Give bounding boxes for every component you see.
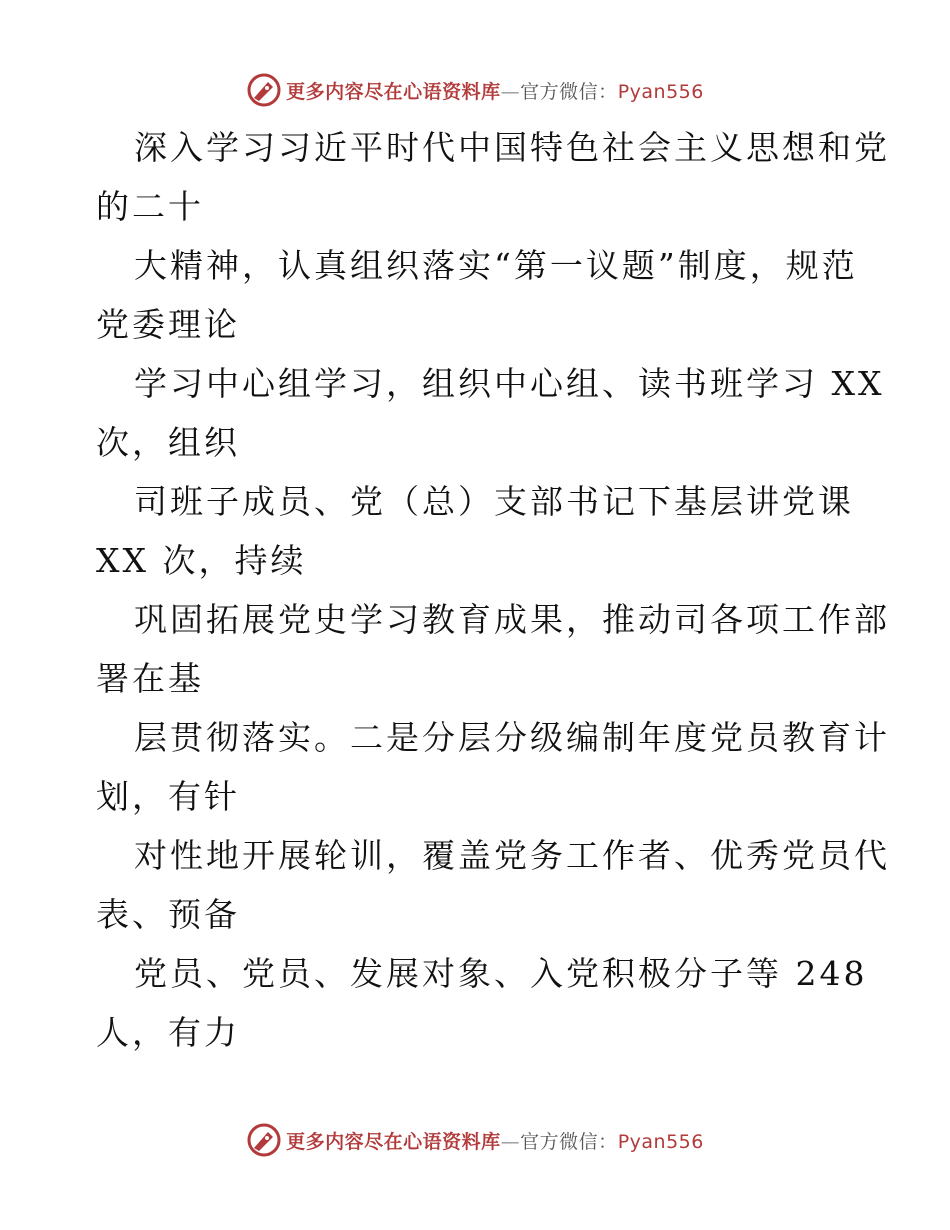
document-body <box>96 118 890 1062</box>
footer-watermark <box>0 1120 950 1160</box>
body-line: 党委理论 <box>96 305 240 344</box>
header-watermark <box>0 70 950 110</box>
watermark-wechat-id: Pyan556 <box>617 80 704 103</box>
watermark-site: 更多内容尽在心语资料库 <box>286 1130 501 1153</box>
pen-nib-logo-icon <box>246 72 282 108</box>
watermark-dash: — <box>500 80 521 103</box>
body-line: 划，有针 <box>96 777 240 816</box>
body-line: 司班子成员、党（总）支部书记下基层讲党课 <box>134 482 854 521</box>
body-line: 署在基 <box>96 659 204 698</box>
body-line: 对性地开展轮训，覆盖党务工作者、优秀党员代 <box>134 836 890 875</box>
body-line: 深入学习习近平时代中国特色社会主义思想和党 <box>134 128 890 167</box>
watermark-text <box>286 1127 704 1154</box>
body-line: 大精神，认真组织落实“第一议题”制度，规范 <box>134 246 858 285</box>
watermark-dash: — <box>500 1130 521 1153</box>
body-line: 巩固拓展党史学习教育成果，推动司各项工作部 <box>134 600 890 639</box>
watermark-text <box>286 77 704 104</box>
watermark-wechat-label: 官方微信： <box>520 1130 618 1153</box>
watermark-wechat-id: Pyan556 <box>617 1130 704 1153</box>
body-line: 人，有力 <box>96 1013 240 1052</box>
body-line: 次，组织 <box>96 423 240 462</box>
watermark-site: 更多内容尽在心语资料库 <box>286 80 501 103</box>
pen-nib-logo-icon <box>246 1122 282 1158</box>
body-line: 学习中心组学习，组织中心组、读书班学习 XX <box>134 364 885 403</box>
body-line: 党员、党员、发展对象、入党积极分子等 248 <box>134 954 868 993</box>
body-line: XX 次，持续 <box>96 541 307 580</box>
body-line: 的二十 <box>96 187 204 226</box>
body-line: 表、预备 <box>96 895 240 934</box>
watermark-wechat-label: 官方微信： <box>520 80 618 103</box>
body-line: 层贯彻落实。二是分层分级编制年度党员教育计 <box>134 718 890 757</box>
